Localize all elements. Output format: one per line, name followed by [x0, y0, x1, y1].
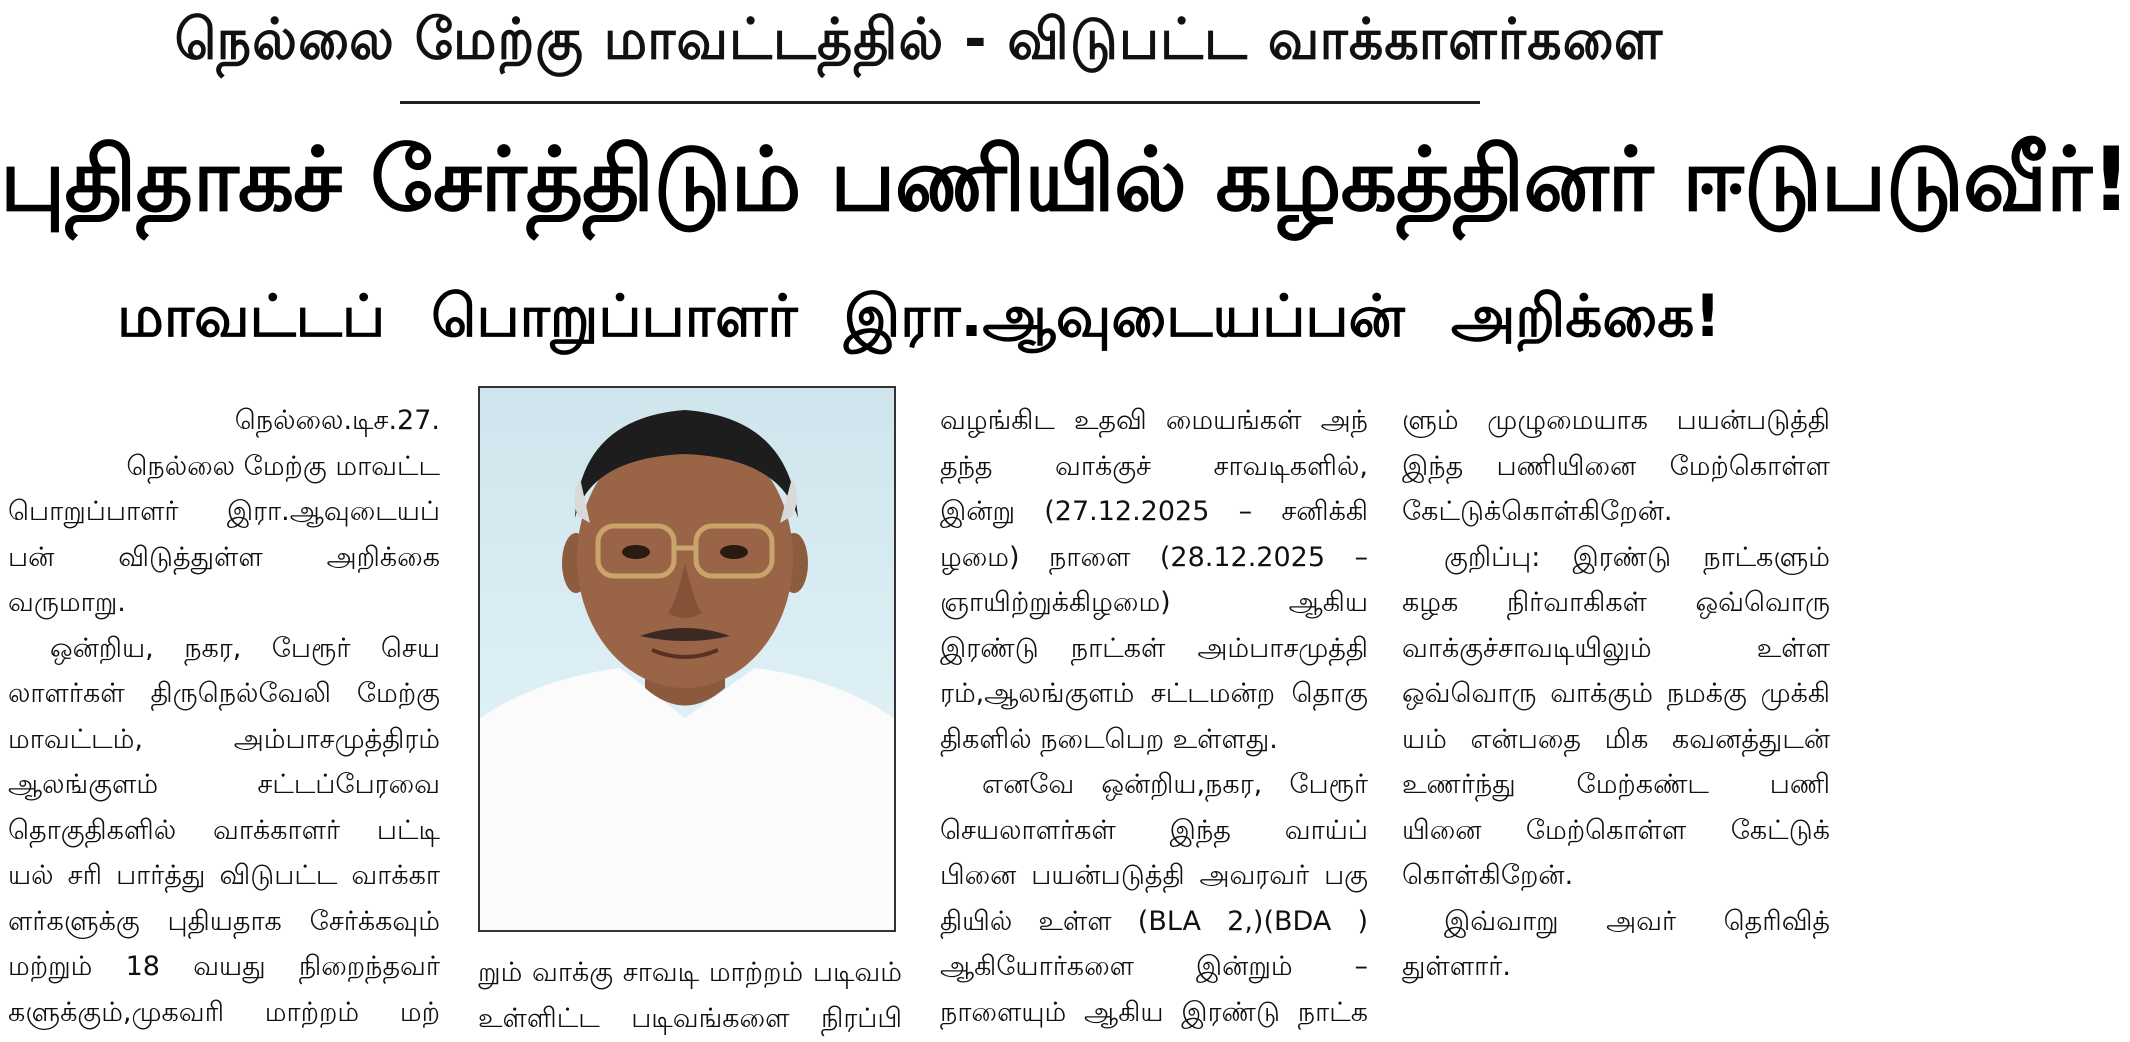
text-line: பொறுப்பாளர் இரா.ஆவுடையப் [8, 496, 440, 527]
text-line: களுக்கும்,முகவரி மாற்றம் மற் [8, 996, 440, 1028]
text-line: யல் சரி பார்த்து விடுபட்ட வாக்கா [8, 860, 440, 891]
text-line: வாக்குச்சாவடியிலும் உள்ள [1402, 632, 1830, 664]
text-line: இன்று (27.12.2025 – சனிக்கி [940, 496, 1368, 527]
text-line: இவ்வாறு அவர் தெரிவித் [1444, 905, 1830, 937]
dateline: நெல்லை.டிச.27. [234, 405, 440, 436]
text-line: யினை மேற்கொள்ள கேட்டுக் [1402, 814, 1830, 846]
text-line: கேட்டுக்கொள்கிறேன். [1402, 496, 1673, 527]
text-line: யம் என்பதை மிக கவனத்துடன் [1402, 723, 1830, 755]
text-line: இந்த பணியினை மேற்கொள்ள [1402, 450, 1830, 482]
text-line: பன் விடுத்துள்ள அறிக்கை [8, 541, 440, 573]
text-line: ளர்களுக்கு புதியதாக சேர்க்கவும் [8, 905, 440, 937]
text-line: நெல்லை மேற்கு மாவட்ட [126, 450, 440, 482]
article-column-4 [1402, 398, 1830, 990]
kicker-underline [400, 101, 1480, 104]
text-line: உணர்ந்து மேற்கண்ட பணி [1402, 769, 1830, 800]
text-line: ழமை) நாளை (28.12.2025 – [940, 541, 1368, 573]
text-line: லாளர்கள் திருநெல்வேலி மேற்கு [8, 678, 440, 709]
article-column-1 [8, 398, 440, 1035]
text-line: தந்த வாக்குச் சாவடிகளில், [940, 450, 1368, 482]
text-line: பினை பயன்படுத்தி அவரவர் பகு [940, 860, 1368, 891]
text-line: திகளில் நடைபெற உள்ளது. [940, 723, 1278, 755]
text-line: ஆலங்குளம் சட்டப்பேரவை [8, 769, 440, 800]
text-line: ஒவ்வொரு வாக்கும் நமக்கு முக்கி [1402, 678, 1830, 709]
text-line: துள்ளார். [1402, 951, 1511, 982]
text-line: செயலாளர்கள் இந்த வாய்ப் [940, 814, 1368, 846]
text-line: உள்ளிட்ட படிவங்களை நிரப்பி [478, 1002, 902, 1034]
text-line: ஒன்றிய, நகர, பேரூர் செய [50, 632, 440, 664]
text-line: வருமாறு. [8, 587, 126, 618]
text-line: ரம்,ஆலங்குளம் சட்டமன்ற தொகு [940, 678, 1368, 709]
text-line: தியில் உள்ள (BLA 2,)(BDA ) [940, 905, 1368, 937]
text-line: றும் வாக்கு சாவடி மாற்றம் படிவம் [478, 957, 902, 988]
text-line: இரண்டு நாட்கள் அம்பாசமுத்தி [940, 632, 1368, 664]
main-headline: புதிதாகச் சேர்த்திடும் பணியில் கழகத்தினர் ஈடுபடுவீர்! [0, 128, 2130, 231]
text-line: வழங்கிட உதவி மையங்கள் அந் [940, 405, 1368, 436]
text-line: மாவட்டம், அம்பாசமுத்திரம் [8, 723, 440, 755]
text-line: ஞாயிற்றுக்கிழமை) ஆகிய [940, 587, 1368, 618]
text-line: கொள்கிறேன். [1402, 860, 1574, 891]
text-line: ஆகியோர்களை இன்றும் – [940, 951, 1368, 982]
article-column-3 [940, 398, 1368, 1035]
text-line: தொகுதிகளில் வாக்காளர் பட்டி [8, 814, 440, 846]
article-column-2 [478, 950, 902, 1041]
text-line: கழக நிர்வாகிகள் ஒவ்வொரு [1402, 587, 1830, 618]
text-line: ளும் முழுமையாக பயன்படுத்தி [1402, 405, 1830, 436]
sub-headline: மாவட்டப் பொறுப்பாளர் இரா.ஆவுடையப்பன் அறிக்கை! [117, 282, 1721, 350]
text-line: குறிப்பு: இரண்டு நாட்களும் [1444, 541, 1830, 573]
portrait-photo [478, 386, 896, 932]
person-portrait-image [480, 388, 894, 930]
text-line: மற்றும் 18 வயது நிறைந்தவர் [8, 951, 440, 982]
kicker-headline: நெல்லை மேற்கு மாவட்டத்தில் - விடுபட்ட வாக்காளர்களை [174, 6, 1664, 73]
text-line: எனவே ஒன்றிய,நகர, பேரூர் [982, 769, 1368, 800]
text-line: நாளையும் ஆகிய இரண்டு நாட்க [940, 996, 1368, 1028]
